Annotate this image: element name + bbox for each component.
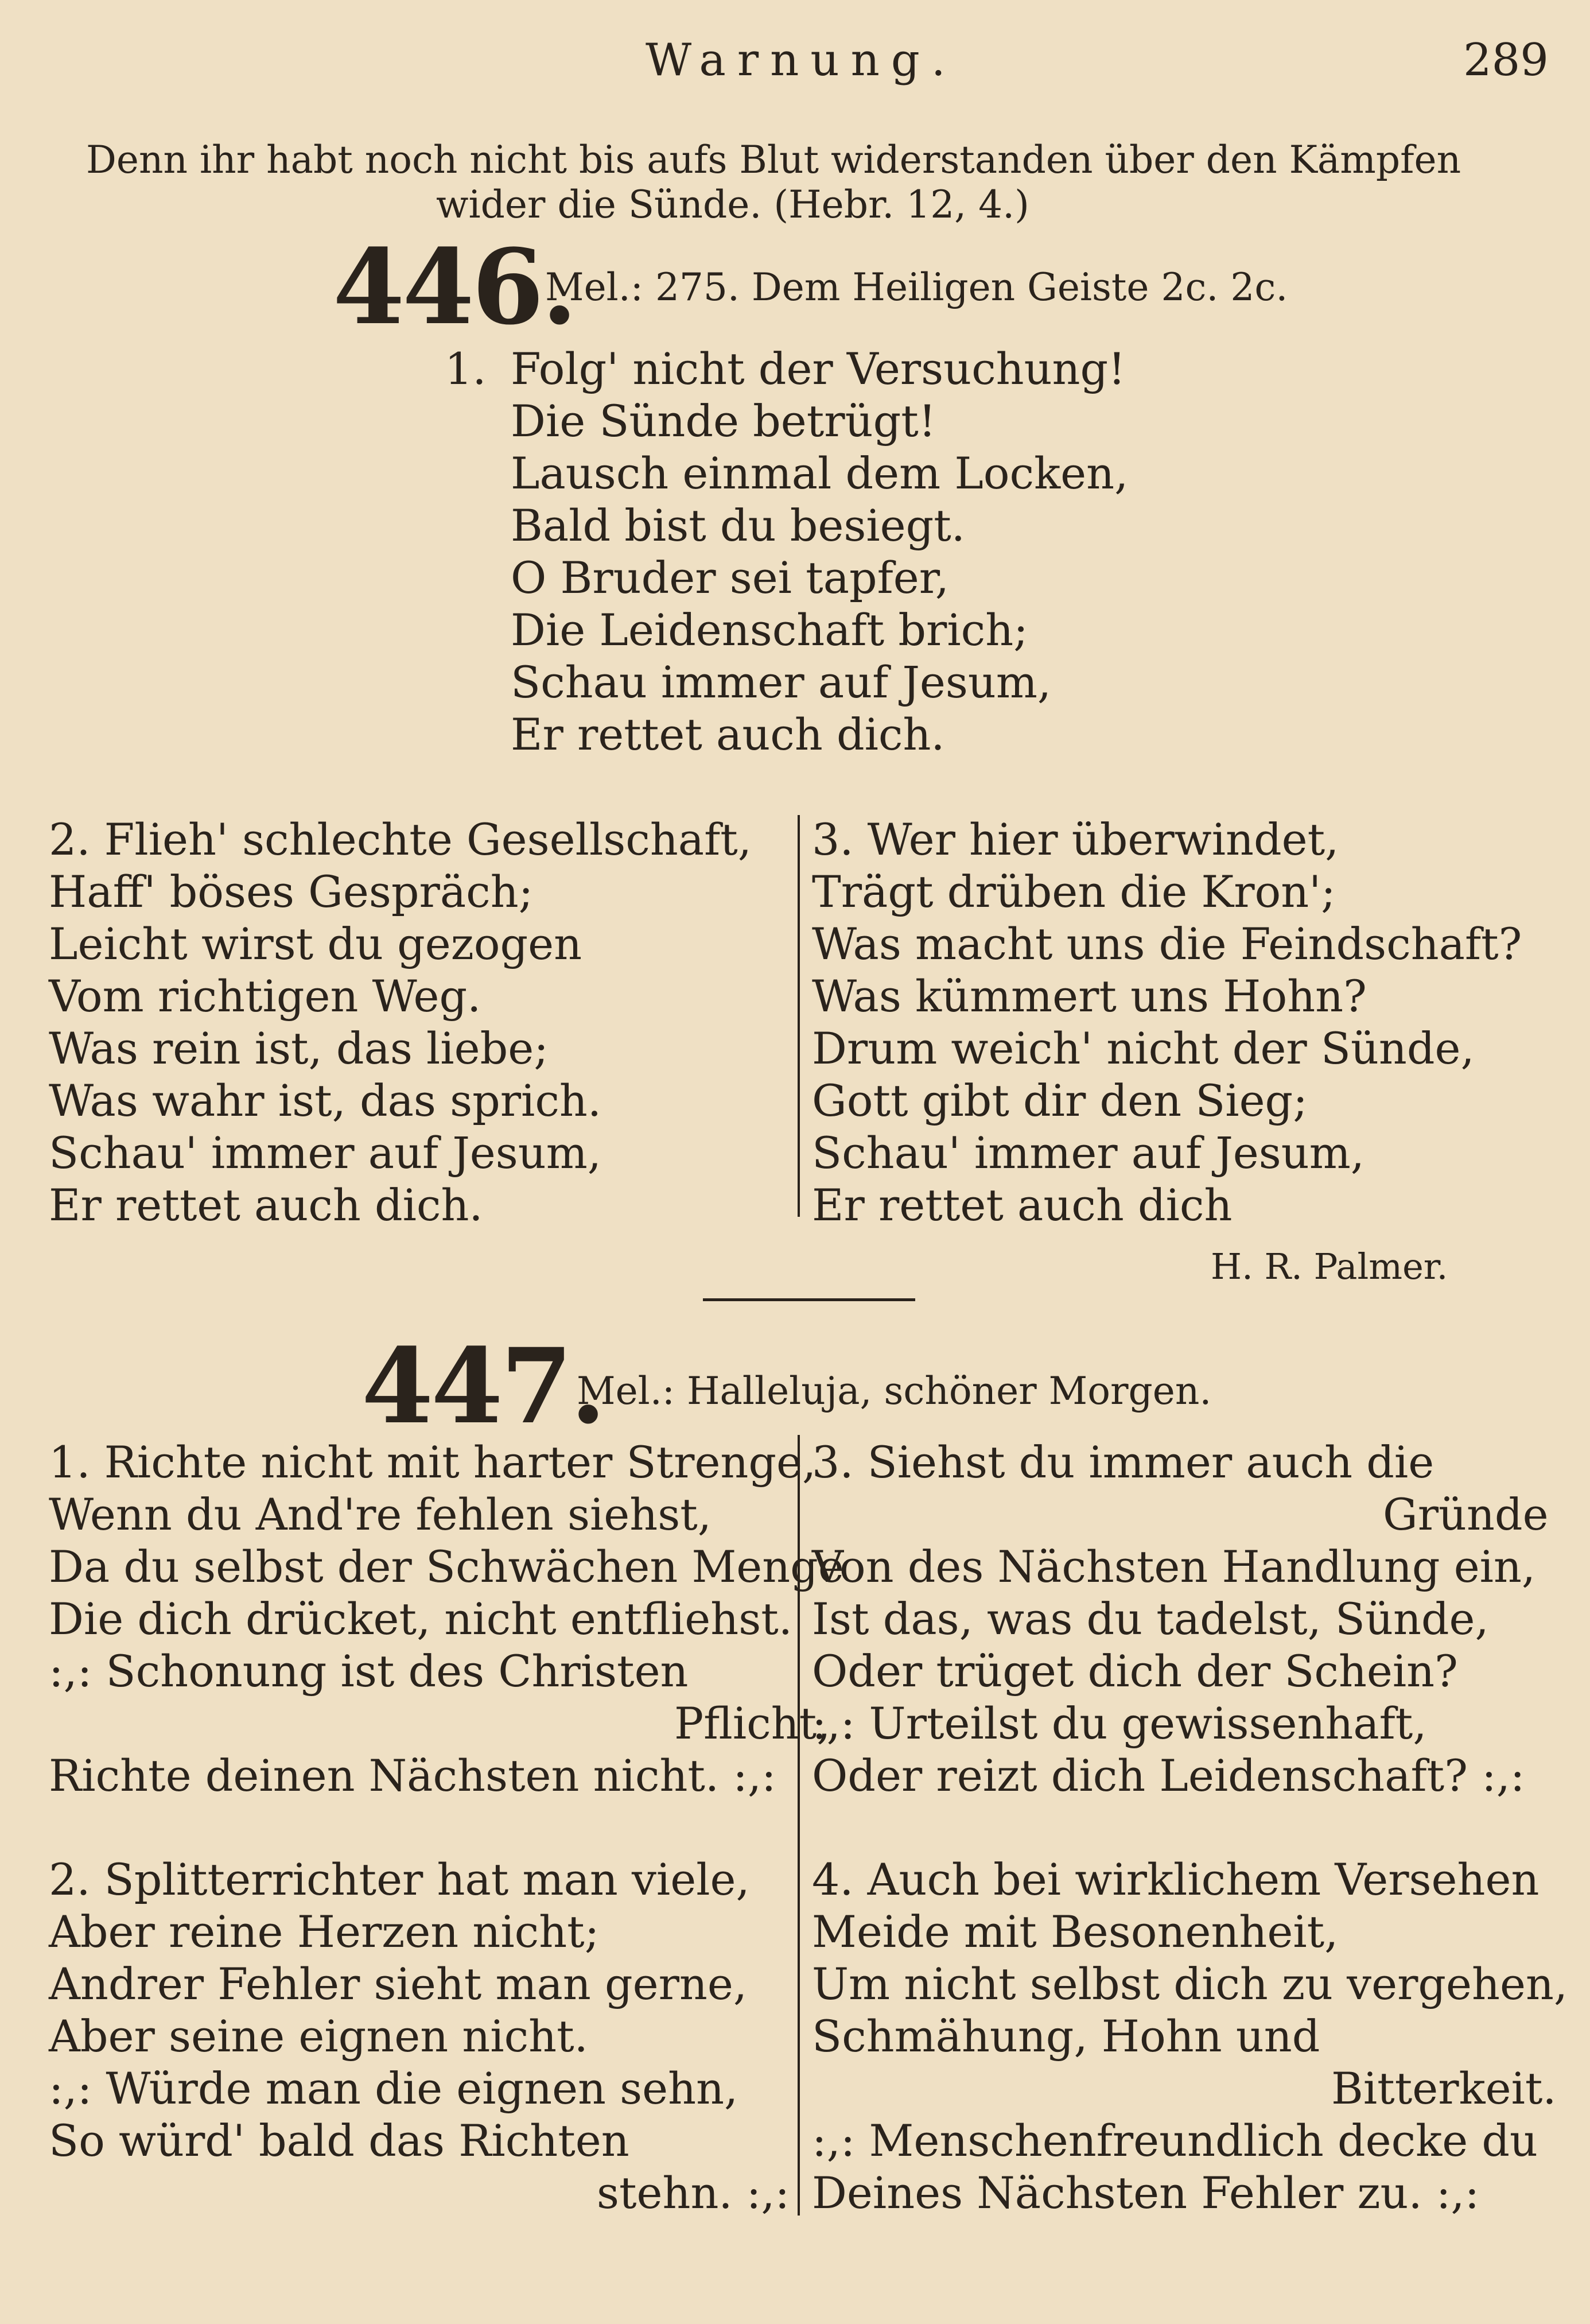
- hymn-447-v3-line: Ist das, was du tadelst, Sünde,: [812, 1593, 1489, 1644]
- hymn-446-v1-line: O Bruder sei tapfer,: [511, 552, 949, 603]
- hymn-446-v3-line: Was kümmert uns Hohn?: [812, 971, 1367, 1022]
- hymn-447-v2-line: Aber seine eignen nicht.: [49, 2011, 588, 2062]
- hymn-447-number: 447.: [361, 1326, 604, 1447]
- hymn-446-v3-line: Trägt drüben die Kron';: [812, 866, 1336, 917]
- hymn-447-melody: Mel.: Halleluja, schöner Morgen.: [577, 1369, 1212, 1413]
- hymn-446-v2-line: Er rettet auch dich.: [49, 1180, 483, 1231]
- section-divider: [703, 1298, 915, 1301]
- hymn-447-v4-line: Bitterkeit.: [1331, 2063, 1557, 2114]
- hymn-446-v2-line: Haff' böses Gespräch;: [49, 866, 534, 917]
- hymn-446-v1-line: Bald bist du besiegt.: [511, 500, 965, 551]
- hymn-446-number: 446.: [333, 227, 576, 348]
- hymn-446-v1-line: Die Sünde betrügt!: [511, 395, 936, 447]
- hymn-447-v2-line: Aber reine Herzen nicht;: [49, 1906, 600, 1957]
- hymn-447-v1-line: Pflicht,: [674, 1698, 831, 1749]
- hymn-446-v1-line: Die Leidenschaft brich;: [511, 604, 1028, 655]
- hymn-446-v3-line: Drum weich' nicht der Sünde,: [812, 1023, 1475, 1074]
- hymn-447-v3-line: Oder reizt dich Leidenschaft? :,:: [812, 1750, 1525, 1801]
- hymn-447-v4-line: Deines Nächsten Fehler zu. :,:: [812, 2167, 1480, 2218]
- hymn-447-v2-line: 2. Splitterrichter hat man viele,: [49, 1854, 750, 1905]
- hymn-446-v2-line: Schau' immer auf Jesum,: [49, 1127, 601, 1178]
- hymn-447-v1-line: Richte deinen Nächsten nicht. :,:: [49, 1750, 776, 1801]
- hymn-446-v2-line: Leicht wirst du gezogen: [49, 918, 582, 969]
- column-rule: [798, 815, 800, 1217]
- hymn-446-v1-line: Er rettet auch dich.: [511, 709, 945, 760]
- hymn-446-v2-line: 2. Flieh' schlechte Gesellschaft,: [49, 814, 752, 865]
- hymn-446-v3-line: Schau' immer auf Jesum,: [812, 1127, 1364, 1178]
- hymn-447-v3-line: Gründe: [1383, 1489, 1549, 1540]
- epigraph-line-1: Denn ihr habt noch nicht bis aufs Blut widerstanden über den Kämpfen: [86, 138, 1461, 182]
- hymn-447-v1-line: Wenn du And're fehlen siehst,: [49, 1489, 712, 1540]
- epigraph-line-2: wider die Sünde. (Hebr. 12, 4.): [436, 183, 1029, 227]
- hymn-446-v3-line: Was macht uns die Feindschaft?: [812, 918, 1522, 969]
- hymn-447-v1-line: 1. Richte nicht mit harter Strenge,: [49, 1437, 817, 1488]
- hymn-447-v2-line: So würd' bald das Richten: [49, 2115, 629, 2166]
- hymn-446-v1-line: Schau immer auf Jesum,: [511, 657, 1052, 708]
- hymn-447-v1-line: Da du selbst der Schwächen Menge: [49, 1541, 844, 1592]
- hymn-447-v2-line: :,: Würde man die eignen sehn,: [49, 2063, 738, 2114]
- hymn-446-v3-line: 3. Wer hier überwindet,: [812, 814, 1339, 865]
- hymn-447-v3-line: 3. Siehst du immer auch die: [812, 1437, 1435, 1488]
- hymn-446-v1-line: Folg' nicht der Versuchung!: [511, 343, 1126, 394]
- hymn-447-v4-line: :,: Menschenfreundlich decke du: [812, 2115, 1538, 2166]
- hymn-446-v3-line: Er rettet auch dich: [812, 1180, 1233, 1231]
- hymn-446-v2-line: Vom richtigen Weg.: [49, 971, 481, 1022]
- hymn-447-v2-line: stehn. :,:: [597, 2167, 790, 2218]
- hymn-447-v3-line: Oder trüget dich der Schein?: [812, 1646, 1458, 1697]
- hymn-446-v1-line: Lausch einmal dem Locken,: [511, 448, 1129, 499]
- hymn-447-v4-line: Um nicht selbst dich zu vergehen,: [812, 1958, 1568, 2009]
- hymn-446-verse-1-number: 1.: [445, 343, 487, 394]
- hymn-447-v3-line: :,: Urteilst du gewissenhaft,: [812, 1698, 1427, 1749]
- running-header: Warnung.: [646, 34, 957, 86]
- hymn-447-v4-line: Meide mit Besonenheit,: [812, 1906, 1339, 1957]
- hymn-446-v3-line: Gott gibt dir den Sieg;: [812, 1075, 1308, 1126]
- hymn-446-v2-line: Was rein ist, das liebe;: [49, 1023, 549, 1074]
- hymn-447-v1-line: :,: Schonung ist des Christen: [49, 1646, 689, 1697]
- hymn-447-v3-line: Von des Nächsten Handlung ein,: [812, 1541, 1536, 1592]
- hymn-447-v1-line: Die dich drücket, nicht entfliehst.: [49, 1593, 792, 1644]
- hymn-446-v2-line: Was wahr ist, das sprich.: [49, 1075, 602, 1126]
- hymn-446-author: H. R. Palmer.: [1211, 1246, 1448, 1287]
- hymn-447-v2-line: Andrer Fehler sieht man gerne,: [49, 1958, 748, 2009]
- hymn-447-v4-line: Schmähung, Hohn und: [812, 2011, 1320, 2062]
- hymn-446-melody: Mel.: 275. Dem Heiligen Geiste 2c. 2c.: [545, 265, 1288, 309]
- hymn-447-v4-line: 4. Auch bei wirklichem Versehen: [812, 1854, 1540, 1905]
- page-number: 289: [1463, 34, 1549, 86]
